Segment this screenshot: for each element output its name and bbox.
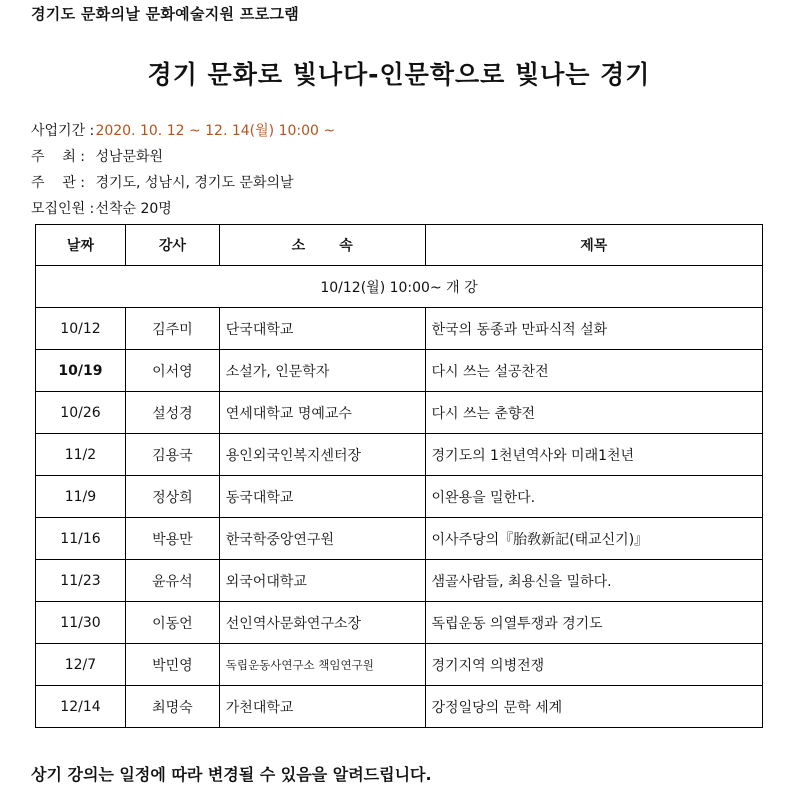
opening-cell: 10/12(월) 10:00~ 개 강 [36, 266, 763, 308]
row-date: 11/2 [36, 434, 126, 476]
row-date: 11/9 [36, 476, 126, 518]
header-topic: 제목 [425, 225, 762, 266]
row-date: 10/19 [36, 350, 126, 392]
header-date: 날짜 [36, 225, 126, 266]
row-lecturer: 김용국 [125, 434, 219, 476]
table-row [36, 560, 763, 602]
row-topic: 독립운동 의열투쟁과 경기도 [425, 602, 762, 644]
table-row [36, 308, 763, 350]
row-lecturer: 최명숙 [125, 686, 219, 728]
schedule-table [35, 224, 763, 728]
table-row [36, 434, 763, 476]
program-header: 경기도 문화의날 문화예술지원 프로그램 [31, 5, 299, 23]
table-row [36, 476, 763, 518]
row-lecturer: 설성경 [125, 392, 219, 434]
host-value: 성남문화원 [95, 149, 164, 165]
row-date: 11/30 [36, 602, 126, 644]
program-info [31, 118, 335, 222]
period-value: 2020. 10. 12 ~ 12. 14(월) 10:00 ~ [95, 123, 336, 139]
table-row [36, 686, 763, 728]
row-lecturer: 박민영 [125, 644, 219, 686]
period-label: 사업기간 : [31, 123, 95, 139]
row-lecturer: 이서영 [125, 350, 219, 392]
table-row [36, 602, 763, 644]
table-row [36, 392, 763, 434]
header-lecturer: 강사 [125, 225, 219, 266]
row-affiliation: 독립운동사연구소 책임연구원 [219, 644, 425, 686]
row-affiliation: 선인역사문화연구소장 [219, 602, 425, 644]
row-topic: 한국의 동종과 만파식적 설화 [425, 308, 762, 350]
row-affiliation: 단국대학교 [219, 308, 425, 350]
table-row [36, 350, 763, 392]
info-recruit [31, 196, 335, 222]
table-header-row [36, 225, 763, 266]
row-affiliation: 소설가, 인문학자 [219, 350, 425, 392]
table-row [36, 644, 763, 686]
row-lecturer: 정상희 [125, 476, 219, 518]
recruit-value: 선착순 20명 [95, 201, 172, 217]
row-date: 11/23 [36, 560, 126, 602]
header-affiliation: 소 속 [219, 225, 425, 266]
row-affiliation: 한국학중앙연구원 [219, 518, 425, 560]
row-affiliation: 가천대학교 [219, 686, 425, 728]
organizer-value: 경기도, 성남시, 경기도 문화의날 [95, 175, 294, 191]
info-organizer [31, 170, 335, 196]
table-row [36, 518, 763, 560]
row-affiliation: 연세대학교 명예교수 [219, 392, 425, 434]
row-date: 12/7 [36, 644, 126, 686]
row-lecturer: 이동언 [125, 602, 219, 644]
row-topic: 경기지역 의병전쟁 [425, 644, 762, 686]
row-topic: 다시 쓰는 설공찬전 [425, 350, 762, 392]
row-topic: 다시 쓰는 춘향전 [425, 392, 762, 434]
row-topic: 이사주당의『胎敎新記(태교신기)』 [425, 518, 762, 560]
info-period [31, 118, 335, 144]
row-date: 12/14 [36, 686, 126, 728]
document-title: 경기 문화로 빛나다-인문학으로 빛나는 경기 [147, 60, 651, 89]
row-topic: 이완용을 밀한다. [425, 476, 762, 518]
row-date: 11/16 [36, 518, 126, 560]
organizer-label: 주 관 : [31, 175, 86, 191]
row-date: 10/26 [36, 392, 126, 434]
info-host [31, 144, 335, 170]
row-affiliation: 동국대학교 [219, 476, 425, 518]
row-lecturer: 김주미 [125, 308, 219, 350]
recruit-label: 모집인원 : [31, 201, 95, 217]
host-label: 주 최 : [31, 149, 86, 165]
footer-note: 상기 강의는 일정에 따라 변경될 수 있음을 알려드립니다. [31, 765, 432, 784]
row-affiliation: 용인외국인복지센터장 [219, 434, 425, 476]
opening-row [36, 266, 763, 308]
row-topic: 샘골사람들, 최용신을 밀하다. [425, 560, 762, 602]
row-date: 10/12 [36, 308, 126, 350]
row-lecturer: 박용만 [125, 518, 219, 560]
row-lecturer: 윤유석 [125, 560, 219, 602]
row-affiliation: 외국어대학교 [219, 560, 425, 602]
row-topic: 강정일당의 문학 세계 [425, 686, 762, 728]
row-topic: 경기도의 1천년역사와 미래1천년 [425, 434, 762, 476]
